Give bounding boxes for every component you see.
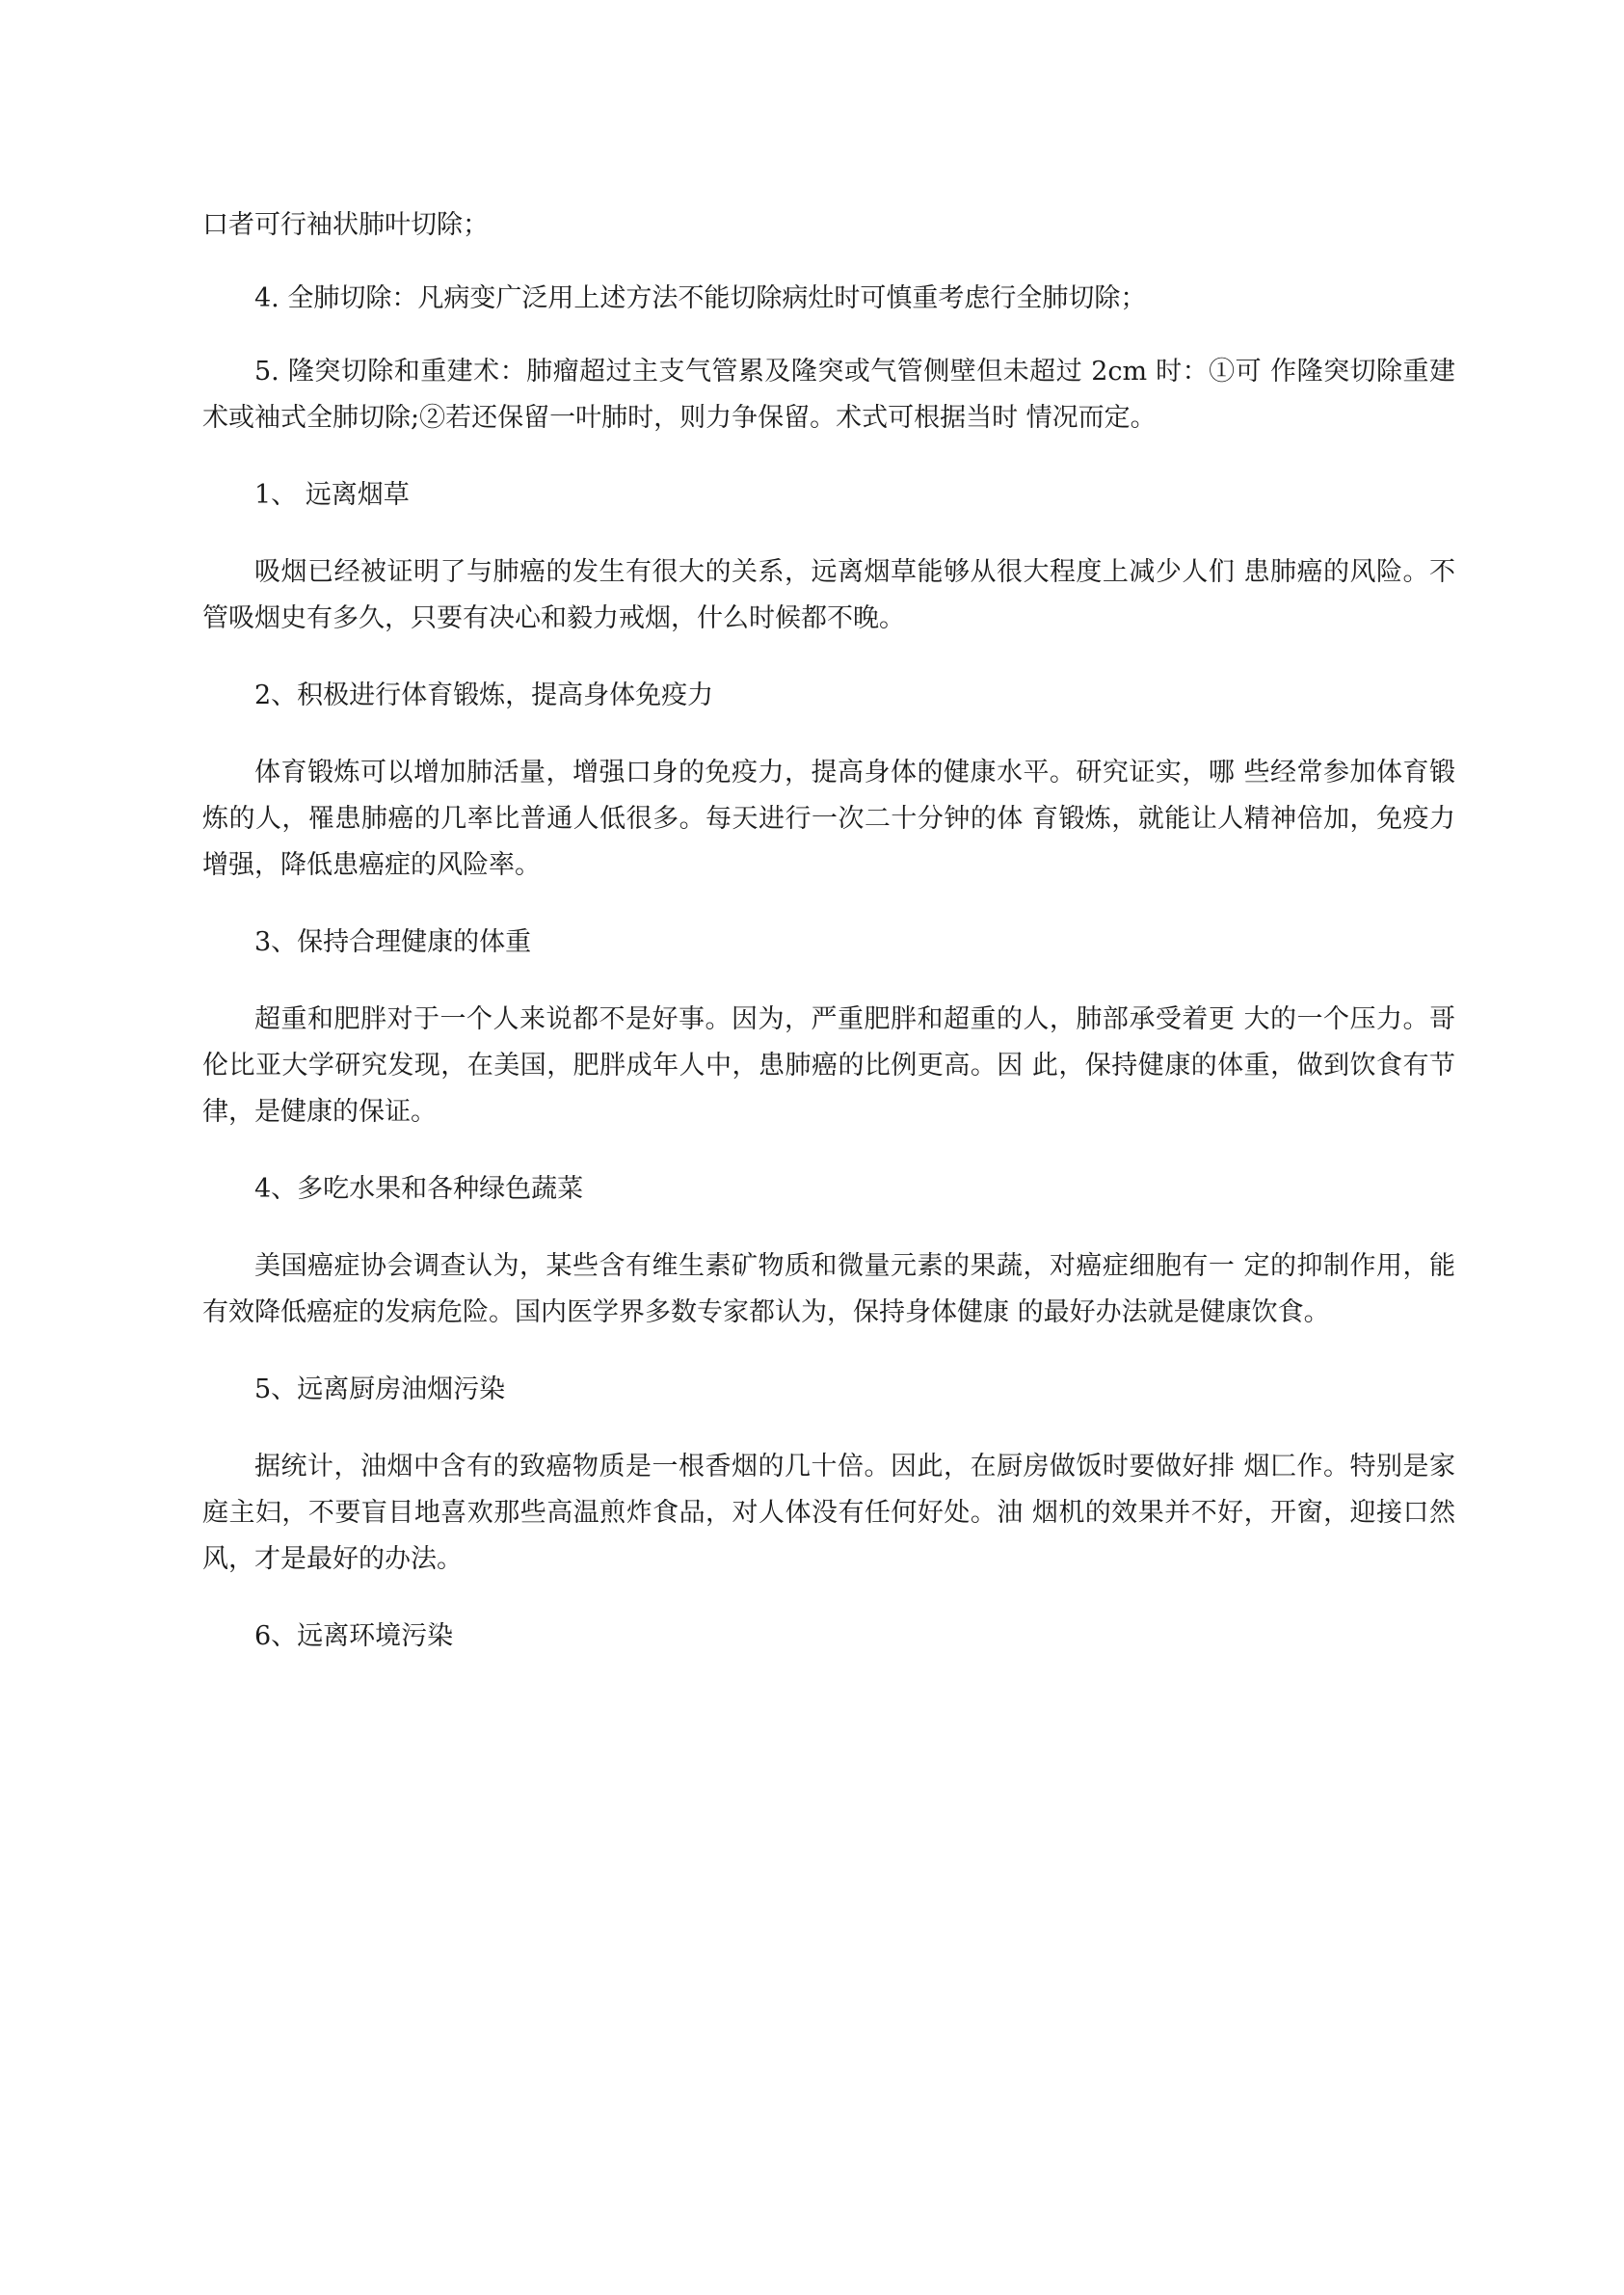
- paragraph-healthy-weight: 超重和肥胖对于一个人来说都不是好事。因为，严重肥胖和超重的人，肺部承受着更 大的一个压力。哥伦比亚大学研究发现，在美国，肥胖成年人中，患肺癌的比例更高。因 此，保持健康的体重，做到饮食有节律，是健康的保证。: [202, 1004, 1455, 1127]
- heading-healthy-weight: 3、保持合理健康的体重: [254, 927, 532, 957]
- paragraph-fruits-vegetables: 美国癌症协会调查认为，某些含有维生素矿物质和微量元素的果蔬，对癌症细胞有一 定的抑制作用，能有效降低癌症的发病危险。国内医学界多数专家都认为，保持身体健康 的最好办法就是健康饮食。: [202, 1251, 1455, 1327]
- heading-fruits-vegetables: 4、多吃水果和各种绿色蔬菜: [254, 1174, 584, 1204]
- paragraph-carina-resection: 5. 隆突切除和重建术：肺瘤超过主支气管累及隆突或气管侧壁但未超过 2cm 时：①可 作隆突切除重建术或袖式全肺切除;②若还保留一叶肺时，则力争保留。术式可根据当时 情况而定。: [202, 357, 1455, 433]
- paragraph-sleeve-lobectomy: 口者可行袖状肺叶切除；: [202, 210, 489, 240]
- paragraph-pneumonectomy: 4. 全肺切除：凡病变广泛用上述方法不能切除病灶时可慎重考虑行全肺切除；: [254, 283, 1147, 313]
- paragraph-avoid-tobacco: 吸烟已经被证明了与肺癌的发生有很大的关系，远离烟草能够从很大程度上减少人们 患肺癌的风险。不管吸烟史有多久，只要有决心和毅力戒烟，什么时候都不晚。: [202, 557, 1455, 633]
- paragraph-kitchen-fumes: 据统计，油烟中含有的致癌物质是一根香烟的几十倍。因此，在厨房做饭时要做好排 烟匚作。特别是家庭主妇，不要盲目地喜欢那些高温煎炸食品，对人体没有任何好处。油 烟机的效果并不好，开窗，迎接口然风，才是最好的办法。: [202, 1452, 1455, 1574]
- paragraph-exercise: 体育锻炼可以增加肺活量，增强口身的免疫力，提高身体的健康水平。研究证实，哪 些经常参加体育锻炼的人，罹患肺癌的几率比普通人低很多。每天进行一次二十分钟的体 育锻炼，就能让人精神倍加，免疫力增强，降低患癌症的风险率。: [202, 758, 1455, 880]
- document-body: [202, 202, 1455, 1660]
- heading-exercise: 2、积极进行体育锻炼，提高身体免疫力: [254, 680, 714, 710]
- heading-avoid-tobacco: 1、 远离烟草: [254, 480, 410, 510]
- heading-kitchen-fumes: 5、远离厨房油烟污染: [254, 1374, 506, 1404]
- heading-environmental-pollution: 6、远离环境污染: [254, 1621, 454, 1651]
